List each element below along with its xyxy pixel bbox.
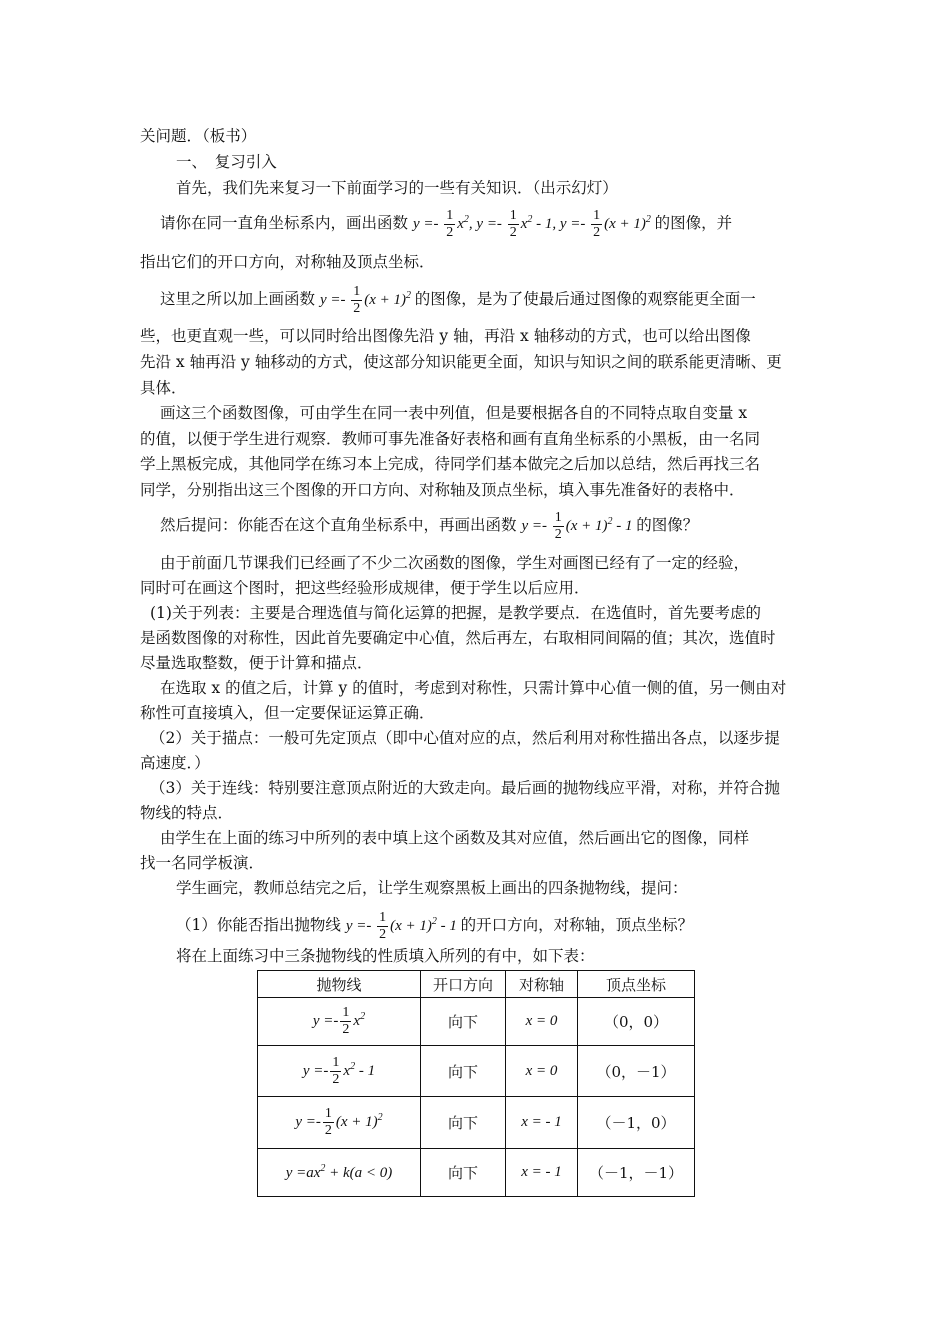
paragraph: 是函数图像的对称性，因此首先要确定中心值，然后再左，右取相同间隔的值；其次，选值时 xyxy=(140,629,776,647)
text: 的开口方向，对称轴，顶点坐标？ xyxy=(460,915,694,934)
paragraph: 同学，分别指出这三个图像的开口方向、对称轴及顶点坐标，填入事先准备好的表格中． xyxy=(140,481,745,499)
paragraph: 学上黑板完成，其他同学在练习本上完成，待同学们基本做完之后加以总结，然后再找三名 xyxy=(140,455,761,473)
header-cell: 顶点坐标 xyxy=(578,971,695,998)
paragraph: 将在上面练习中三条抛物线的性质填入所列的有中，如下表： xyxy=(176,947,595,965)
text: 的图像，是为了使最后通过图像的观察能更全面一 xyxy=(414,289,756,308)
curve-cell: y =- $\frac{1}{2}$ $x^2$ xyxy=(258,998,421,1046)
formula: y =- $\frac{1}{2}$ $(x + 1)^2 - 1$ xyxy=(521,510,637,542)
table-row xyxy=(258,1149,695,1197)
table-row xyxy=(258,998,695,1046)
paragraph: 高速度．） xyxy=(140,754,210,772)
text: 的图像，并 xyxy=(654,213,733,232)
paragraph: 指出它们的开口方向，对称轴及顶点坐标． xyxy=(140,253,435,271)
paragraph: 画这三个函数图像，可由学生在同一表中列值，但是要根据各自的不同特点取自变量 x xyxy=(160,404,748,422)
paragraph: (1)关于列表：主要是合理选值与简化运算的把握，是教学要点．在选值时，首先要考虑的 xyxy=(150,604,761,622)
paragraph: （3）关于连线：特别要注意顶点附近的大致走向。最后画的抛物线应平滑，对称，并符合抛 xyxy=(150,779,780,797)
paragraph: （2）关于描点：一般可先定顶点（即中心值对应的点，然后利用对称性描出各点，以逐步提 xyxy=(150,729,780,747)
fraction: $\frac{1}{2}$ xyxy=(593,208,601,240)
properties-table xyxy=(257,970,695,1197)
vertex-cell: （0，－1） xyxy=(578,1046,695,1097)
table-header-row xyxy=(258,971,695,998)
curve-cell: y =- $\frac{1}{2}$ $(x + 1)^2$ xyxy=(258,1097,421,1149)
vertex-cell: （－1，0） xyxy=(578,1097,695,1149)
vertex-cell: （0，0） xyxy=(578,998,695,1046)
axis-cell: x = 0 xyxy=(506,1046,578,1097)
header-cell: 对称轴 xyxy=(506,971,578,998)
paragraph: 由学生在上面的练习中所列的表中填上这个函数及其对应值，然后画出它的图像，同样 xyxy=(160,829,750,847)
header-cell: 抛物线 xyxy=(258,971,421,998)
paragraph xyxy=(160,284,756,317)
direction-cell: 向下 xyxy=(421,998,506,1046)
table-row xyxy=(258,1097,695,1149)
text: 的图像？ xyxy=(636,515,699,534)
vertex-cell: （－1，－1） xyxy=(578,1149,695,1197)
fraction: $\frac{1}{2}$ xyxy=(353,284,361,316)
formula: y =- $\frac{1}{2}$ $x^2$, y =- $\frac{1}{2}$ $x^2 - 1$, y =- $\frac{1}{2}$ $(x + 1)^2$ xyxy=(412,208,651,240)
fraction: $\frac{1}{2}$ xyxy=(446,208,454,240)
paragraph xyxy=(160,510,698,543)
direction-cell: 向下 xyxy=(421,1097,506,1149)
curve-cell: y =- $\frac{1}{2}$ $x^2 - 1$ xyxy=(258,1046,421,1097)
section-heading: 一、 复习引入 xyxy=(176,153,277,171)
paragraph: 找一名同学板演． xyxy=(140,854,265,872)
paragraph: 些，也更直观一些，可以同时给出图像先沿 y 轴，再沿 x 轴移动的方式，也可以给出图像 xyxy=(140,327,751,345)
formula: y =- $\frac{1}{2}$ $(x + 1)^2$ xyxy=(319,284,412,316)
fraction: $\frac{1}{2}$ xyxy=(554,510,562,542)
table-row xyxy=(258,1046,695,1097)
text: 请你在同一直角坐标系内，画出函数 xyxy=(160,213,409,232)
formula: y =- $\frac{1}{2}$ $(x + 1)^2 - 1$ xyxy=(345,910,461,942)
paragraph: 称性可直接填入，但一定要保证运算正确． xyxy=(140,704,435,722)
paragraph: 首先，我们先来复习一下前面学习的一些有关知识．（出示幻灯） xyxy=(176,179,618,197)
axis-cell: x = - 1 xyxy=(506,1097,578,1149)
paragraph: 关问题．（板书） xyxy=(140,127,257,145)
text: 这里之所以加上画函数 xyxy=(160,289,316,308)
paragraph xyxy=(160,208,732,241)
text: （1）你能否指出抛物线 xyxy=(176,915,341,934)
paragraph: 学生画完，教师总结完之后，让学生观察黑板上画出的四条抛物线，提问： xyxy=(176,879,688,897)
paragraph: 先沿 x 轴再沿 y 轴移动的方式，使这部分知识能更全面，知识与知识之间的联系能更清晰、更 xyxy=(140,353,782,371)
fraction: $\frac{1}{2}$ xyxy=(379,910,387,942)
direction-cell: 向下 xyxy=(421,1149,506,1197)
paragraph: 同时可在画这个图时，把这些经验形成规律，便于学生以后应用． xyxy=(140,579,590,597)
curve-cell: $y =ax^2 + k(a < 0)$ xyxy=(258,1149,421,1197)
axis-cell: x = 0 xyxy=(506,998,578,1046)
fraction: $\frac{1}{2}$ xyxy=(509,208,517,240)
text: 然后提问：你能否在这个直角坐标系中，再画出函数 xyxy=(160,515,517,534)
paragraph: 在选取 x 的值之后，计算 y 的值时，考虑到对称性，只需计算中心值一侧的值，另一侧由对 xyxy=(160,679,787,697)
direction-cell: 向下 xyxy=(421,1046,506,1097)
paragraph xyxy=(176,910,693,943)
paragraph: 的值，以便于学生进行观察．教师可事先准备好表格和画有直角坐标系的小黑板，由一名同 xyxy=(140,430,761,448)
axis-cell: x = - 1 xyxy=(506,1149,578,1197)
paragraph: 物线的特点． xyxy=(140,804,234,822)
paragraph: 尽量选取整数，便于计算和描点． xyxy=(140,654,373,672)
paragraph: 由于前面几节课我们已经画了不少二次函数的图像，学生对画图已经有了一定的经验， xyxy=(160,554,750,572)
paragraph: 具体． xyxy=(140,379,187,397)
header-cell: 开口方向 xyxy=(421,971,506,998)
